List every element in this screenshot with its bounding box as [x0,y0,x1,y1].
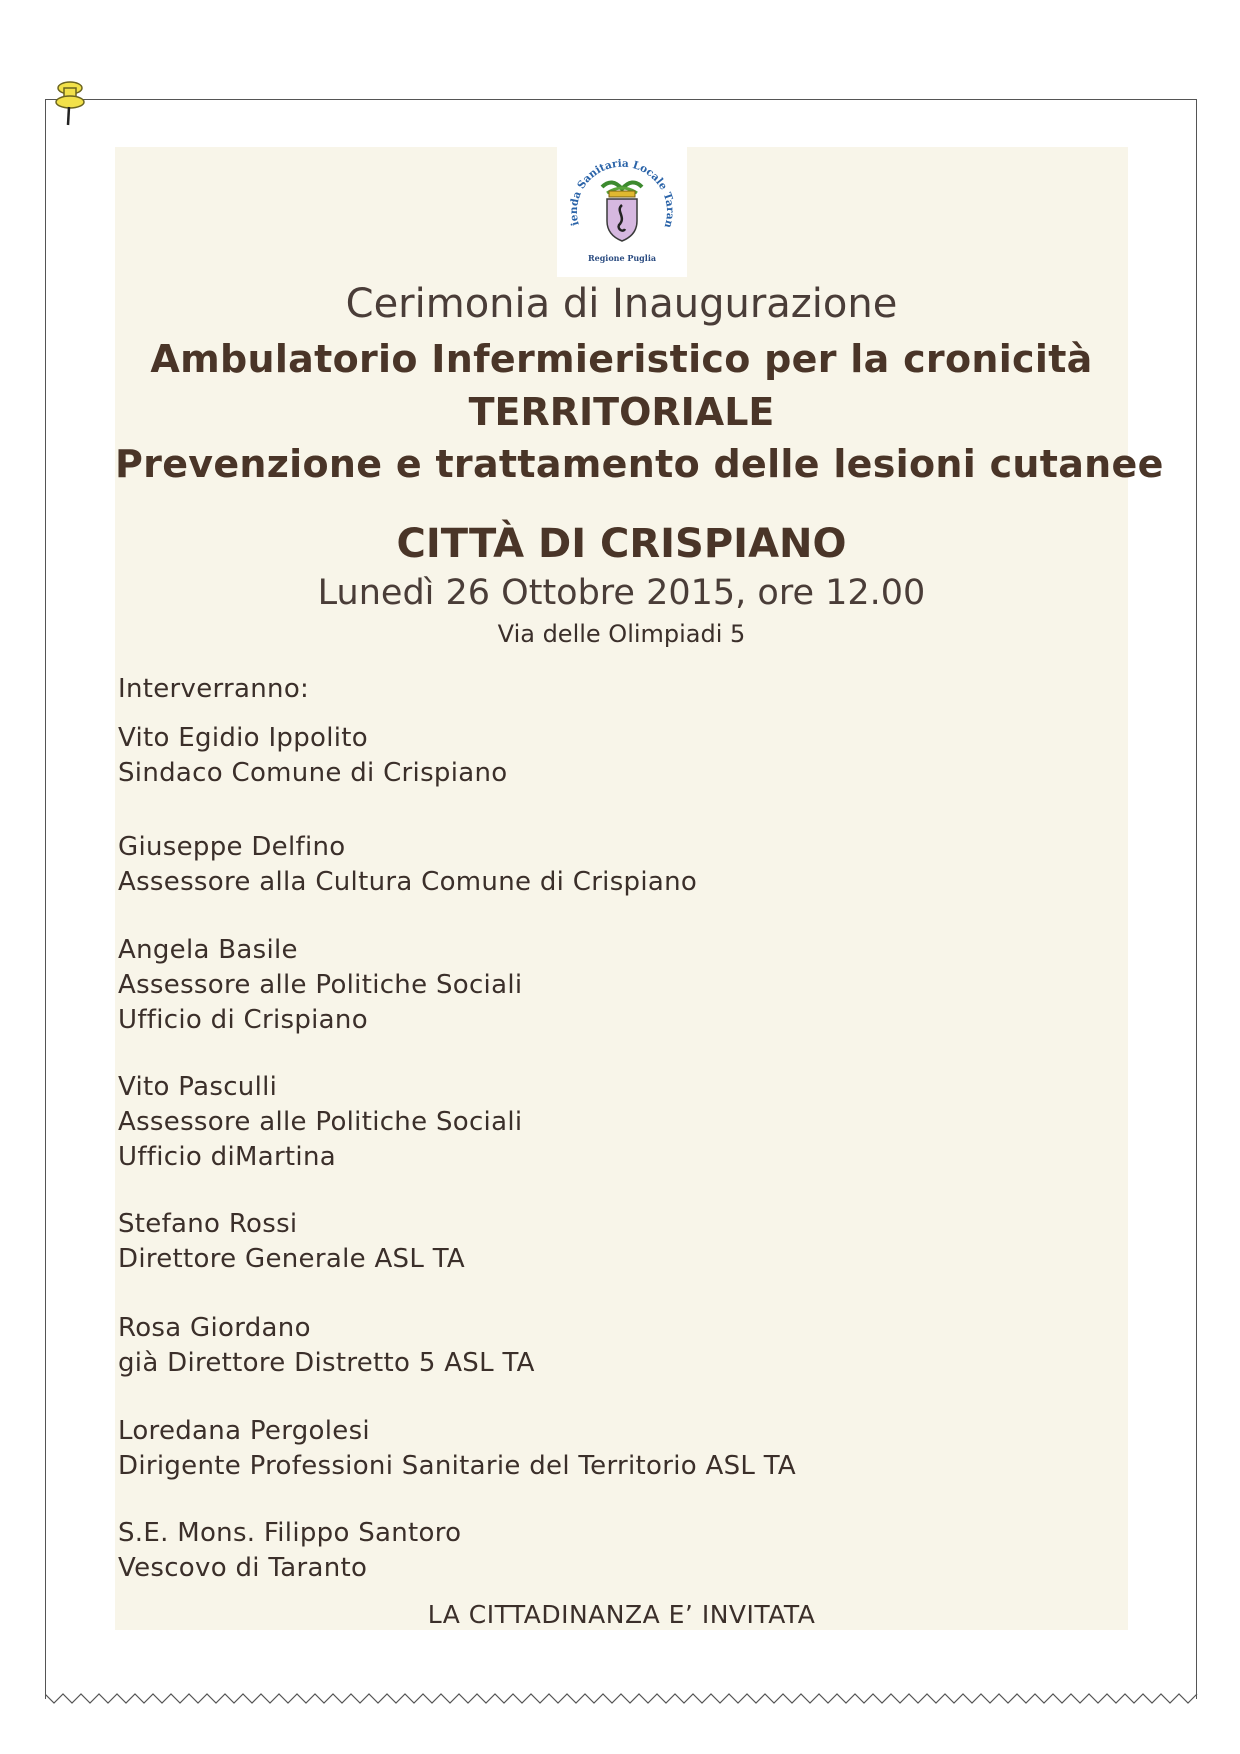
speaker-role: Assessore alla Cultura Comune di Crispiano [118,867,698,897]
speaker-name: S.E. Mons. Filippo Santoro [118,1518,462,1548]
speaker-entry [118,1207,465,1277]
speaker-name: Angela Basile [118,935,298,965]
speaker-entry [118,830,697,900]
speaker-name: Vito Pasculli [118,1072,278,1102]
torn-edge [45,1690,1198,1708]
territoriale-heading: TERRITORIALE [468,390,775,434]
speakers-intro: Interverranno: [118,674,310,704]
speaker-role: Ufficio di Crispiano [118,1005,368,1035]
logo-arc-text: ienda Sanitaria Locale Taran [567,157,677,230]
speaker-role: Assessore alle Politiche Sociali [118,1107,523,1137]
speaker-entry [118,1070,522,1175]
speaker-role: Ufficio diMartina [118,1142,336,1172]
event-date: Lunedì 26 Ottobre 2015, ore 12.00 [317,573,926,613]
speaker-entry [118,1414,796,1484]
speaker-name: Giuseppe Delfino [118,832,346,862]
speaker-name: Vito Egidio Ippolito [118,723,368,753]
asl-taranto-logo [557,147,687,277]
event-address: Via delle Olimpiadi 5 [497,620,746,648]
city-heading: CITTÀ DI CRISPIANO [396,521,847,567]
speaker-name: Loredana Pergolesi [118,1416,370,1446]
speaker-role: Dirigente Professioni Sanitarie del Territorio ASL TA [118,1451,796,1481]
speaker-role: Vescovo di Taranto [118,1553,368,1583]
ambulatorio-heading: Ambulatorio Infermieristico per la cronicità [150,337,1093,381]
speaker-entry [118,933,522,1038]
speaker-name: Stefano Rossi [118,1209,298,1239]
invitation-footer: LA CITTADINANZA E’ INVITATA [427,1600,816,1629]
pushpin-icon[interactable] [54,80,90,128]
speaker-entry [118,1311,535,1381]
speaker-role: Assessore alle Politiche Sociali [118,970,523,1000]
prevenzione-heading: Prevenzione e trattamento delle lesioni cutanee [115,442,1164,486]
speaker-entry [118,1516,461,1586]
ceremony-title: Cerimonia di Inaugurazione [345,281,898,327]
speaker-role: Sindaco Comune di Crispiano [118,758,508,788]
speaker-role: Direttore Generale ASL TA [118,1244,465,1274]
speaker-role: già Direttore Distretto 5 ASL TA [118,1348,535,1378]
speaker-name: Rosa Giordano [118,1313,311,1343]
speaker-entry [118,721,507,791]
logo-region-text: Regione Puglia [587,253,657,263]
